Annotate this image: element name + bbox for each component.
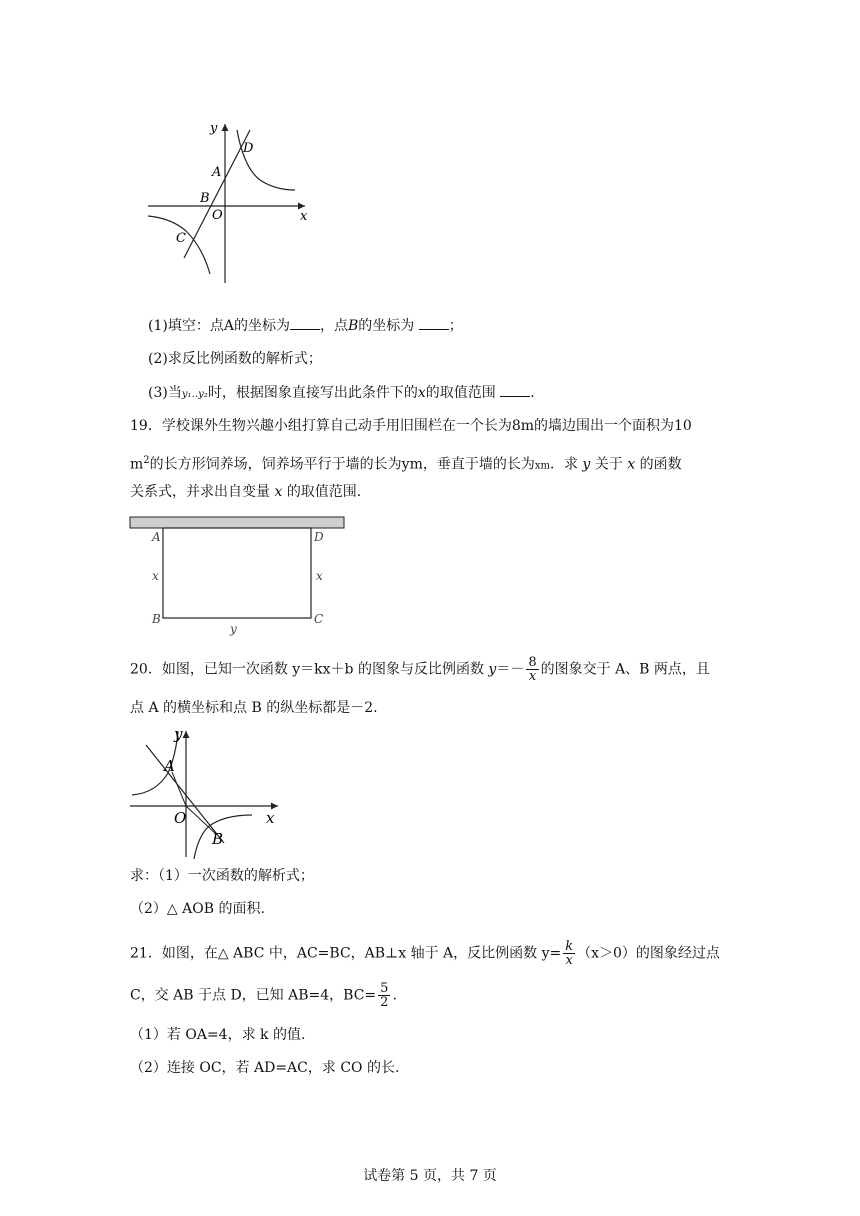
fraction-k-over-x: $\frac{k}{x}$: [565, 939, 574, 968]
q19-line3: 关系式，并求出自变量 x 的取值范围.: [130, 484, 362, 500]
q21-part1: （1）若 OA=4，求 k 的值.: [130, 1027, 306, 1043]
label-c: C: [176, 231, 186, 246]
q20-line1: 20．如图，已知一次函数 y＝kx＋b 的图象与反比例函数 y＝－ $\frac{8}{x}$ 的图象交于 A、B 两点，且: [130, 655, 710, 684]
q19-line1: 19．学校课外生物兴趣小组打算自己动手用旧围栏在一个长为8m的墙边围出一个面积为10: [130, 418, 692, 434]
label-b: B: [212, 830, 224, 848]
label-c: C: [314, 612, 324, 626]
label-y: y: [230, 622, 237, 636]
label-a: A: [152, 530, 161, 544]
page-footer: 试卷第 5 页，共 7 页: [363, 1168, 497, 1184]
label-d: D: [314, 530, 324, 544]
q20-ask2: （2）△ AOB 的面积.: [130, 901, 265, 917]
wall: [130, 517, 344, 528]
label-o: O: [174, 809, 187, 827]
line-ab: [184, 130, 250, 258]
fraction-neg8-over-x: $\frac{8}{x}$: [528, 655, 537, 684]
label-y: y: [174, 725, 183, 743]
figure-q20-graph: [128, 725, 288, 860]
figure-q18-graph: [140, 118, 320, 288]
segment-oa: [172, 772, 186, 806]
label-o: O: [212, 208, 223, 223]
label-x: x: [266, 809, 275, 827]
label-x: x: [300, 209, 308, 224]
blank-b[interactable]: [419, 315, 449, 330]
q20-ask1: 求：（1）一次函数的解析式；: [130, 868, 314, 884]
label-b: B: [200, 191, 210, 206]
label-a: A: [212, 165, 222, 180]
q21-line2: C，交 AB 于点 D，已知 AB=4，BC= $\frac{5}{2}$ .: [130, 981, 397, 1010]
label-y: y: [210, 121, 218, 136]
q18-part2: (2)求反比例函数的解析式；: [148, 351, 322, 367]
fraction-5-over-2: $\frac{5}{2}$: [380, 981, 389, 1010]
pen-rectangle: [163, 528, 311, 618]
q21-part2: （2）连接 OC，若 AD=AC，求 CO 的长.: [130, 1060, 400, 1076]
blank-c[interactable]: [500, 382, 530, 397]
q18-part1: (1)填空：点A的坐标为 ，点B的坐标为 ；: [148, 315, 463, 336]
label-x-left: x: [152, 569, 159, 583]
label-x-right: x: [316, 569, 323, 583]
q21-line1: 21．如图，在△ ABC 中，AC=BC，AB⊥x 轴于 A，反比例函数 y= $\frac{k}{x}$ （x＞0）的图象经过点: [130, 939, 720, 968]
figure-q19-rectangle: [128, 514, 350, 638]
q18-part3: (3)当y₁‥y₂时，根据图象直接写出此条件下的x的取值范围 .: [148, 382, 535, 405]
blank-a[interactable]: [290, 315, 320, 330]
line-ab: [146, 745, 224, 843]
q20-line2: 点 A 的横坐标和点 B 的纵坐标都是－2.: [130, 700, 378, 716]
label-b: B: [152, 612, 161, 626]
label-a: A: [164, 757, 175, 775]
label-d: D: [243, 141, 254, 156]
q19-line2: $m^2$的长方形饲养场，饲养场平行于墙的长为ym，垂直于墙的长为xm．求 y 关于 x 的函数: [130, 455, 682, 473]
